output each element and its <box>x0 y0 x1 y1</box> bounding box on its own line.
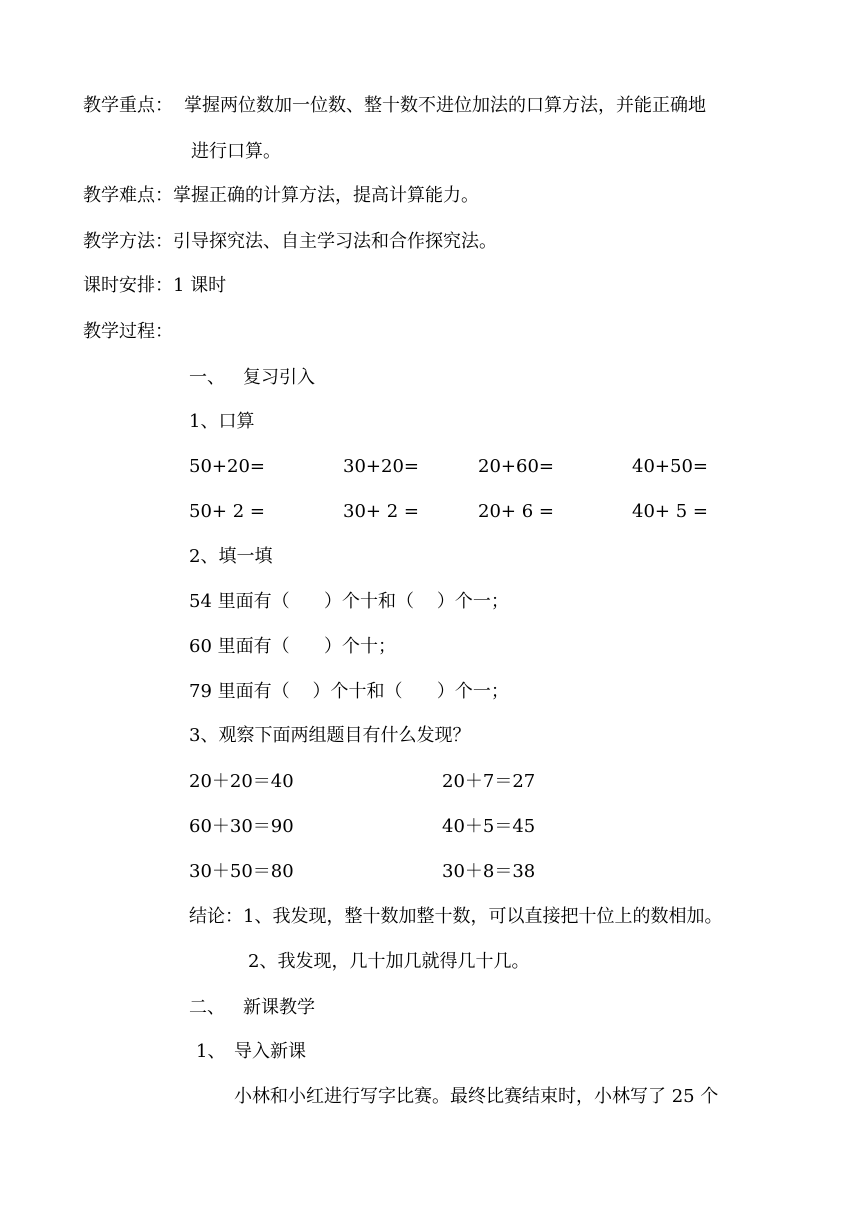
group-a-item: 30＋50＝80 <box>189 861 294 882</box>
fill-item-2: 60 里面有（ ）个十； <box>189 636 396 657</box>
oral-row2-item: 40+ 5 = <box>632 501 708 522</box>
oral-row1-item: 20+60= <box>478 456 554 477</box>
group-b-item: 20＋7＝27 <box>442 771 536 792</box>
conclusion-2: 2、我发现，几十加几就得几十几。 <box>248 951 530 972</box>
fill-title: 2、填一填 <box>189 546 273 567</box>
observe-title: 3、观察下面两组题目有什么发现？ <box>189 725 471 746</box>
group-b-item: 30＋8＝38 <box>442 861 536 882</box>
oral-row1-item: 50+20= <box>189 456 265 477</box>
subsection-number: 1、 <box>196 1041 226 1062</box>
schedule-line: 课时安排：1 课时 <box>83 275 227 296</box>
section1-title: 复习引入 <box>243 367 315 388</box>
fill-item-3: 79 里面有（ ）个十和（ ）个一； <box>189 681 509 702</box>
oral-row2-item: 30+ 2 = <box>343 501 419 522</box>
group-a-item: 60＋30＝90 <box>189 816 294 837</box>
story-paragraph: 小林和小红进行写字比赛。最终比赛结束时，小林写了 25 个 <box>234 1086 719 1107</box>
oral-row1-item: 40+50= <box>632 456 708 477</box>
focus-label: 教学重点： <box>83 95 173 116</box>
oral-row2-item: 20+ 6 = <box>478 501 554 522</box>
group-b-item: 40＋5＝45 <box>442 816 536 837</box>
process-line: 教学过程： <box>83 321 173 342</box>
conclusion-1: 结论：1、我发现，整十数加整十数，可以直接把十位上的数相加。 <box>189 906 723 927</box>
group-a-item: 20＋20＝40 <box>189 771 294 792</box>
fill-item-1: 54 里面有（ ）个十和（ ）个一； <box>189 591 509 612</box>
focus-text: 掌握两位数加一位数、整十数不进位加法的口算方法，并能正确地 <box>184 95 706 116</box>
method-line: 教学方法：引导探究法、自主学习法和合作探究法。 <box>83 231 497 252</box>
section1-number: 一、 <box>189 367 225 388</box>
focus-continuation: 进行口算。 <box>191 141 281 162</box>
subsection-title: 导入新课 <box>234 1041 306 1062</box>
section2-number: 二、 <box>189 997 225 1018</box>
section2-title: 新课教学 <box>243 997 315 1018</box>
oral-row2-item: 50+ 2 = <box>189 501 265 522</box>
oral-title: 1、口算 <box>189 411 255 432</box>
oral-row1-item: 30+20= <box>343 456 419 477</box>
difficulty-line: 教学难点：掌握正确的计算方法，提高计算能力。 <box>83 185 479 206</box>
